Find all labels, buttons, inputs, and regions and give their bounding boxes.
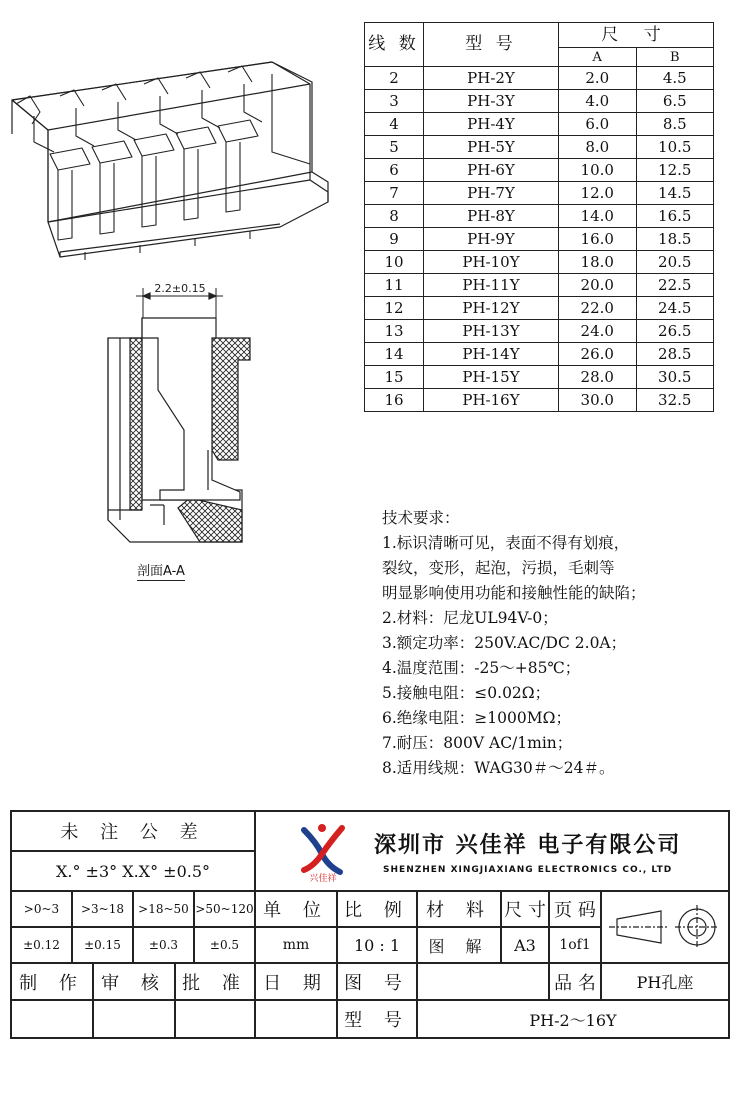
scale-value: 10 : 1 <box>337 927 417 963</box>
spec-cell-n: 16 <box>365 389 424 412</box>
spec-cell-model: PH-3Y <box>424 90 559 113</box>
made-label: 制 作 <box>11 963 93 1000</box>
spec-cell-b: 14.5 <box>636 182 714 205</box>
spec-cell-a: 10.0 <box>559 159 637 182</box>
spec-cell-model: PH-7Y <box>424 182 559 205</box>
tech-requirements <box>382 506 742 781</box>
model-value: PH-2～16Y <box>417 1000 729 1038</box>
tech-lines <box>382 531 742 781</box>
range-tol-1: ±0.15 <box>72 927 133 963</box>
tech-line: 8.适用线规：WAG30＃～24＃。 <box>382 759 615 777</box>
spec-row <box>365 274 714 297</box>
range-0: >0~3 <box>11 891 72 927</box>
spec-cell-model: PH-6Y <box>424 159 559 182</box>
spec-cell-b: 4.5 <box>636 67 714 90</box>
projection-symbol-cell <box>601 891 729 963</box>
company-name-block <box>374 828 681 875</box>
spec-cell-n: 4 <box>365 113 424 136</box>
spec-row <box>365 136 714 159</box>
spec-cell-b: 6.5 <box>636 90 714 113</box>
spec-cell-n: 11 <box>365 274 424 297</box>
spec-cell-a: 24.0 <box>559 320 637 343</box>
tech-line: 5.接触电阻：≤0.02Ω； <box>382 684 551 702</box>
projection-symbol-icon <box>605 899 725 955</box>
col-header-b: B <box>636 48 714 67</box>
spec-cell-n: 10 <box>365 251 424 274</box>
tech-line: 明显影响使用功能和接触性能的缺陷； <box>382 584 646 602</box>
spec-cell-b: 26.5 <box>636 320 714 343</box>
material-label: 材 料 <box>417 891 501 927</box>
company-header <box>255 811 729 891</box>
spec-cell-b: 8.5 <box>636 113 714 136</box>
spec-cell-a: 30.0 <box>559 389 637 412</box>
spec-cell-a: 2.0 <box>559 67 637 90</box>
spec-cell-model: PH-13Y <box>424 320 559 343</box>
col-header-a: A <box>559 48 637 67</box>
spec-cell-a: 14.0 <box>559 205 637 228</box>
range-tol-0: ±0.12 <box>11 927 72 963</box>
connector-isometric-drawing <box>10 52 340 272</box>
spec-row <box>365 113 714 136</box>
tech-line: 7.耐压：800V AC/1min； <box>382 734 573 752</box>
spec-row <box>365 67 714 90</box>
spec-cell-n: 7 <box>365 182 424 205</box>
spec-cell-b: 18.5 <box>636 228 714 251</box>
product-value: PH孔座 <box>601 963 729 1000</box>
spec-row <box>365 205 714 228</box>
spec-cell-n: 12 <box>365 297 424 320</box>
range-tol-3: ±0.5 <box>194 927 255 963</box>
material-value: 图 解 <box>417 927 501 963</box>
spec-cell-model: PH-9Y <box>424 228 559 251</box>
tech-line: 2.材料：尼龙UL94V-0； <box>382 609 558 627</box>
spec-cell-n: 13 <box>365 320 424 343</box>
spec-cell-model: PH-5Y <box>424 136 559 159</box>
cross-section-drawing <box>100 280 260 555</box>
dimension-label: 2.2±0.15 <box>154 282 206 295</box>
drawing-no-value <box>417 963 549 1000</box>
spec-cell-b: 12.5 <box>636 159 714 182</box>
made-value <box>11 1000 93 1038</box>
spec-cell-model: PH-14Y <box>424 343 559 366</box>
tech-heading: 技术要求： <box>382 509 460 527</box>
section-label: 剖面A-A <box>137 560 185 581</box>
tolerance-angle: X.° ±3° X.X° ±0.5° <box>11 851 255 891</box>
spec-cell-b: 22.5 <box>636 274 714 297</box>
review-label: 审 核 <box>93 963 175 1000</box>
spec-cell-n: 2 <box>365 67 424 90</box>
col-header-lines: 线 数 <box>365 23 424 67</box>
spec-cell-model: PH-2Y <box>424 67 559 90</box>
spec-cell-b: 16.5 <box>636 205 714 228</box>
spec-cell-model: PH-15Y <box>424 366 559 389</box>
spec-row <box>365 159 714 182</box>
spec-cell-n: 6 <box>365 159 424 182</box>
spec-table <box>364 22 714 412</box>
spec-cell-a: 20.0 <box>559 274 637 297</box>
spec-row <box>365 297 714 320</box>
col-header-size: 尺 寸 <box>559 23 714 48</box>
spec-cell-b: 20.5 <box>636 251 714 274</box>
range-tol-2: ±0.3 <box>133 927 194 963</box>
spec-cell-n: 3 <box>365 90 424 113</box>
spec-cell-b: 24.5 <box>636 297 714 320</box>
title-block <box>10 810 730 1039</box>
spec-cell-model: PH-11Y <box>424 274 559 297</box>
model-label: 型 号 <box>337 1000 417 1038</box>
spec-row <box>365 90 714 113</box>
spec-cell-a: 12.0 <box>559 182 637 205</box>
col-header-model: 型 号 <box>424 23 559 67</box>
spec-cell-b: 10.5 <box>636 136 714 159</box>
tech-line: 裂纹，变形，起泡，污损，毛刺等 <box>382 559 615 577</box>
spec-cell-a: 26.0 <box>559 343 637 366</box>
spec-row <box>365 343 714 366</box>
tech-line: 1.标识清晰可见，表面不得有划痕， <box>382 534 630 552</box>
product-label: 品 名 <box>549 963 601 1000</box>
company-name-cn: 深圳市 兴佳祥 电子有限公司 <box>374 832 682 858</box>
spec-row <box>365 228 714 251</box>
unit-value: mm <box>255 927 337 963</box>
date-label: 日 期 <box>255 963 337 1000</box>
spec-cell-b: 28.5 <box>636 343 714 366</box>
spec-cell-a: 6.0 <box>559 113 637 136</box>
logo-text: 兴佳祥 <box>309 874 337 882</box>
spec-row <box>365 320 714 343</box>
approve-value <box>175 1000 255 1038</box>
spec-cell-n: 5 <box>365 136 424 159</box>
company-name-en: SHENZHEN XINGJIAXIANG ELECTRONICS CO., LTD <box>383 864 673 875</box>
page-value: 1of1 <box>549 927 601 963</box>
spec-cell-a: 28.0 <box>559 366 637 389</box>
spec-cell-model: PH-4Y <box>424 113 559 136</box>
spec-cell-a: 8.0 <box>559 136 637 159</box>
spec-cell-a: 18.0 <box>559 251 637 274</box>
page-label: 页 码 <box>549 891 601 927</box>
spec-cell-a: 4.0 <box>559 90 637 113</box>
unit-label: 单 位 <box>255 891 337 927</box>
approve-label: 批 准 <box>175 963 255 1000</box>
scale-label: 比 例 <box>337 891 417 927</box>
spec-cell-b: 30.5 <box>636 366 714 389</box>
spec-cell-model: PH-8Y <box>424 205 559 228</box>
spec-cell-n: 9 <box>365 228 424 251</box>
spec-cell-n: 8 <box>365 205 424 228</box>
spec-row <box>365 182 714 205</box>
drawing-no-label: 图 号 <box>337 963 417 1000</box>
tech-line: 6.绝缘电阻：≥1000MΩ； <box>382 709 571 727</box>
company-logo <box>292 820 354 882</box>
range-2: >18~50 <box>133 891 194 927</box>
date-value <box>255 1000 337 1038</box>
spec-cell-n: 15 <box>365 366 424 389</box>
spec-cell-b: 32.5 <box>636 389 714 412</box>
spec-cell-a: 16.0 <box>559 228 637 251</box>
size-label: 尺 寸 <box>501 891 549 927</box>
range-1: >3~18 <box>72 891 133 927</box>
size-value: A3 <box>501 927 549 963</box>
tolerance-title: 未 注 公 差 <box>11 811 255 851</box>
spec-row <box>365 366 714 389</box>
range-3: >50~120 <box>194 891 255 927</box>
tech-line: 3.额定功率：250V.AC/DC 2.0A； <box>382 634 627 652</box>
spec-cell-a: 22.0 <box>559 297 637 320</box>
spec-cell-model: PH-10Y <box>424 251 559 274</box>
spec-table-body <box>365 67 714 412</box>
spec-cell-model: PH-12Y <box>424 297 559 320</box>
spec-cell-n: 14 <box>365 343 424 366</box>
tech-line: 4.温度范围：-25～+85℃； <box>382 659 581 677</box>
spec-row <box>365 251 714 274</box>
spec-cell-model: PH-16Y <box>424 389 559 412</box>
spec-row <box>365 389 714 412</box>
review-value <box>93 1000 175 1038</box>
